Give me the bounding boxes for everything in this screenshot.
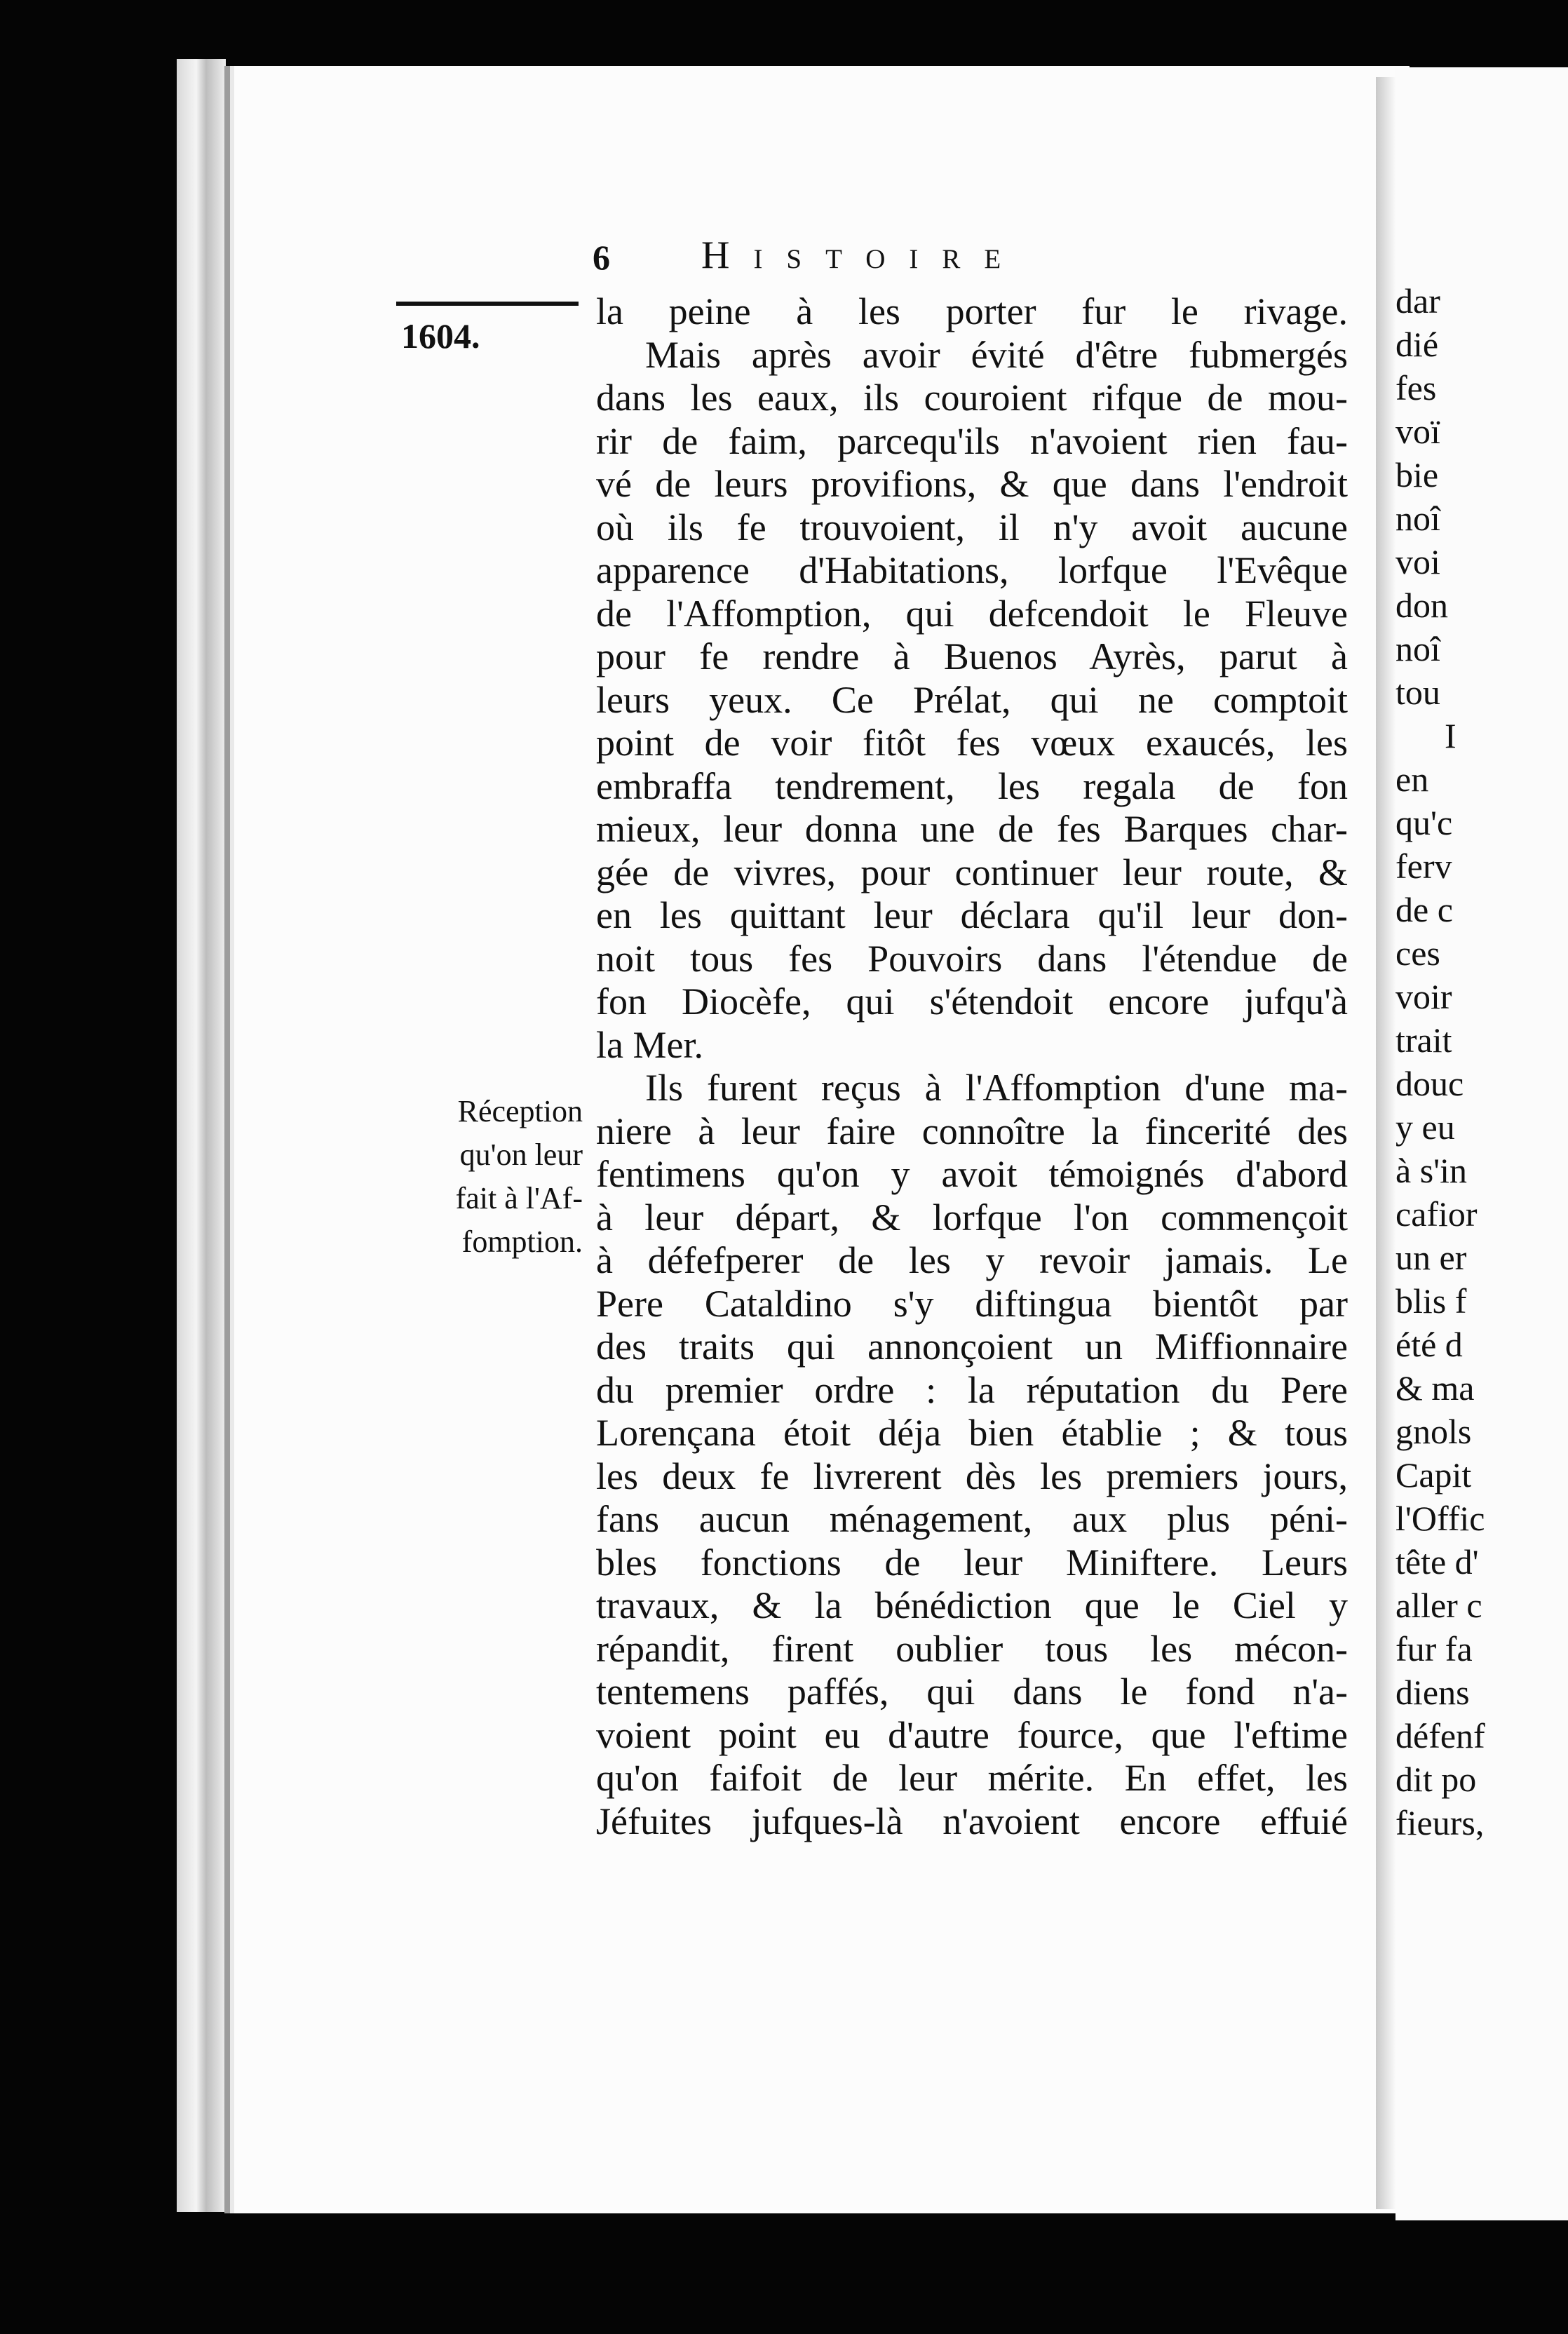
facing-line: dit po <box>1395 1760 1477 1799</box>
text-line: des traits qui annonçoient un Miffionnaire <box>596 1325 1348 1368</box>
facing-line: noî <box>1395 629 1440 668</box>
facing-line: y eu <box>1395 1107 1455 1147</box>
book-gutter <box>1376 77 1395 2209</box>
text-line: voient point eu d'autre fource, que l'eftime <box>596 1713 1348 1756</box>
text-line: Mais après avoir évité d'être fubmergés <box>645 333 1348 376</box>
text-line: dans les eaux, ils couroient rifque de mou- <box>596 377 1348 419</box>
text-line: gée de vivres, pour continuer leur route, & <box>596 851 1348 893</box>
text-line: point de voir fitôt fes vœux exaucés, les <box>596 722 1348 764</box>
text-line: la Mer. <box>596 1023 703 1066</box>
page-edge <box>177 59 226 2212</box>
facing-line: diens <box>1395 1673 1470 1712</box>
text-line: où ils fe trouvoient, il n'y avoit aucune <box>596 506 1348 548</box>
text-line: noit tous fes Pouvoirs dans l'étendue de <box>596 937 1348 980</box>
text-line: apparence d'Habitations, lorfque l'Evêque <box>596 549 1348 591</box>
facing-line: & ma <box>1395 1368 1475 1408</box>
facing-line: cafior <box>1395 1194 1478 1234</box>
text-line: à leur départ, & lorfque l'on commençoit <box>596 1196 1348 1239</box>
body-text <box>596 290 1348 1843</box>
facing-line: dié <box>1395 325 1439 364</box>
text-line: bles fonctions de leur Miniftere. Leurs <box>596 1541 1348 1584</box>
text-line: Lorençana étoit déja bien établie ; & tous <box>596 1412 1348 1454</box>
margin-note-line: fait à l'Af- <box>455 1181 583 1215</box>
text-line: fon Diocèfe, qui s'étendoit encore jufqu'à <box>596 980 1348 1023</box>
facing-line: gnols <box>1395 1412 1472 1451</box>
facing-line: fes <box>1395 368 1437 407</box>
text-line: la peine à les porter fur le rivage. <box>596 290 1348 332</box>
text-line: répandit, firent oublier tous les mécon- <box>596 1627 1348 1670</box>
facing-line: ces <box>1395 933 1440 973</box>
margin-note-line: fomption. <box>461 1225 583 1259</box>
margin-note-line: qu'on leur <box>459 1138 583 1172</box>
facing-line: été d <box>1395 1325 1463 1364</box>
text-line: mieux, leur donna une de fes Barques char- <box>596 808 1348 850</box>
facing-line: Capit <box>1395 1455 1472 1495</box>
facing-line: tou <box>1395 673 1440 712</box>
facing-line: tête d' <box>1395 1542 1479 1581</box>
text-line: pour fe rendre à Buenos Ayrès, parut à <box>596 635 1348 677</box>
facing-line: qu'c <box>1395 803 1453 842</box>
text-line: à défefperer de les y revoir jamais. Le <box>596 1239 1348 1281</box>
facing-line: I <box>1445 716 1457 755</box>
text-line: rir de faim, parcequ'ils n'avoient rien fau- <box>596 419 1348 462</box>
margin-note <box>382 1090 583 1264</box>
text-line: fans aucun ménagement, aux plus péni- <box>596 1498 1348 1540</box>
facing-line: voï <box>1395 412 1440 451</box>
facing-line: fur fa <box>1395 1629 1473 1668</box>
text-line: les deux fe livrerent dès les premiers jours, <box>596 1455 1348 1497</box>
facing-line: l'Offic <box>1395 1499 1485 1538</box>
facing-line: douc <box>1395 1064 1464 1103</box>
text-line: embraffa tendrement, les regala de fon <box>596 764 1348 807</box>
text-line: fentimens qu'on y avoit témoignés d'abord <box>596 1153 1348 1195</box>
facing-line: don <box>1395 586 1448 625</box>
facing-line: défenf <box>1395 1716 1485 1755</box>
facing-line: fieurs, <box>1395 1803 1485 1842</box>
text-line: du premier ordre : la réputation du Pere <box>596 1368 1348 1411</box>
text-line: Ils furent reçus à l'Affomption d'une ma- <box>645 1067 1348 1109</box>
facing-line: ferv <box>1395 846 1452 886</box>
text-line: niere à leur faire connoître la fincerité des <box>596 1109 1348 1152</box>
margin-rule <box>396 302 579 306</box>
running-head: Histoire <box>701 234 1025 277</box>
facing-line: bie <box>1395 455 1439 494</box>
text-line: vé de leurs provifions, & que dans l'endroit <box>596 463 1348 505</box>
year-marginal: 1604. <box>401 316 480 356</box>
facing-page-fragment <box>1395 67 1568 2220</box>
page-number: 6 <box>593 238 610 277</box>
facing-line: un er <box>1395 1238 1467 1277</box>
text-line: Jéfuites jufques-là n'avoient encore effuié <box>596 1800 1348 1842</box>
facing-line: voi <box>1395 542 1440 581</box>
facing-line: noî <box>1395 499 1440 538</box>
text-line: tentemens paffés, qui dans le fond n'a- <box>596 1671 1348 1713</box>
text-line: qu'on faifoit de leur mérite. En effet, les <box>596 1757 1348 1799</box>
text-line: en les quittant leur déclara qu'il leur don- <box>596 894 1348 936</box>
facing-line: trait <box>1395 1020 1452 1060</box>
facing-line: à s'in <box>1395 1151 1468 1190</box>
facing-line: de c <box>1395 890 1453 929</box>
text-line: travaux, & la bénédiction que le Ciel y <box>596 1584 1348 1626</box>
facing-line: blis f <box>1395 1281 1467 1321</box>
text-line: leurs yeux. Ce Prélat, qui ne comptoit <box>596 678 1348 721</box>
facing-line: dar <box>1395 281 1440 321</box>
facing-line: aller c <box>1395 1586 1482 1625</box>
margin-note-line: Réception <box>457 1094 583 1128</box>
facing-line: voir <box>1395 977 1452 1016</box>
text-line: de l'Affomption, qui defcendoit le Fleuve <box>596 592 1348 635</box>
facing-line: en <box>1395 760 1429 799</box>
text-line: Pere Cataldino s'y diftingua bientôt par <box>596 1282 1348 1325</box>
